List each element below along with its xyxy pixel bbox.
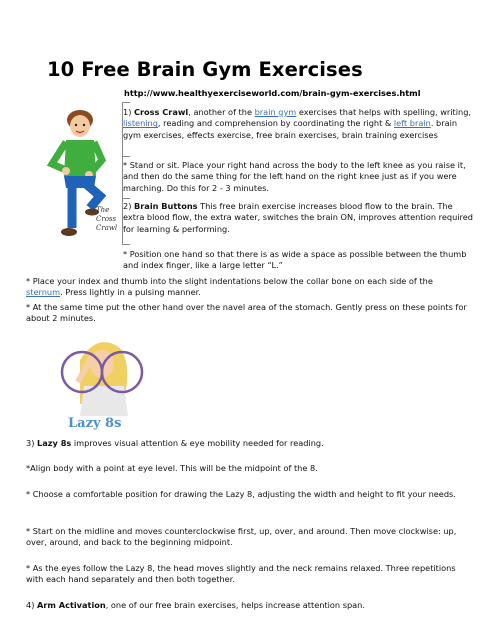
source-url: http://www.healthyexerciseworld.com/brain-gym-exercises.html: [124, 88, 421, 98]
divider: [122, 198, 130, 199]
paragraph-brain-buttons-step2: * Place your index and thumb into the slight indentations below the collar bone on each side of the sternum. Press lightly in a pulsing manner.: [26, 276, 433, 298]
cross-crawl-caption-1: The: [96, 206, 110, 214]
paragraph-brain-buttons-step3: * At the same time put the other hand over the navel area of the stomach. Gently press on these points for about 2 minutes.: [26, 302, 467, 324]
paragraph-lazy-8-step1: *Align body with a point at eye level. This will be the midpoint of the 8.: [26, 463, 318, 473]
cross-crawl-caption-3: Crawl: [96, 224, 118, 232]
paragraph-lazy-8-step4: * As the eyes follow the Lazy 8, the head moves slightly and the neck remains relaxed. Three repetitions with each hand separately and then both together.: [26, 563, 456, 585]
paragraph-lazy-8: 3) Lazy 8s improves visual attention & eye mobility needed for reading.: [26, 438, 324, 448]
page-title: 10 Free Brain Gym Exercises: [47, 58, 363, 81]
link-sternum[interactable]: sternum: [26, 287, 61, 298]
paragraph-brain-buttons-step1: * Position one hand so that there is as wide a space as possible between the thumb and index finger, like a large letter “L.”: [123, 249, 467, 271]
cross-crawl-caption-2: Cross: [96, 215, 117, 223]
divider: [122, 156, 130, 157]
paragraph-cross-crawl-steps: * Stand or sit. Place your right hand across the body to the left knee as you raise it, and then do the same thing for the left hand on the right knee just as if you were marching. Do this for 2 - 3 minutes.: [123, 160, 466, 193]
paragraph-arm-activation: 4) Arm Activation, one of our free brain exercises, helps increase attention span.: [26, 600, 365, 610]
divider: [122, 244, 130, 245]
cross-crawl-illustration: [42, 104, 122, 244]
lazy-8-illustration: [58, 330, 158, 432]
paragraph-lazy-8-step3: * Start on the midline and moves counterclockwise first, up, over, and around. Then move clockwise: up, over, around, and back to the beginning midpoint.: [26, 526, 457, 548]
paragraph-lazy-8-step2: * Choose a comfortable position for drawing the Lazy 8, adjusting the width and height to fit your needs.: [26, 489, 456, 499]
lazy-8-caption: Lazy 8s: [68, 416, 122, 431]
paragraph-cross-crawl: 1) Cross Crawl, another of the brain gym exercises that helps with spelling, writing, listening, reading and comprehension by coordinating the right & left brain. brain gym exercises, effects exercise, free brain exercises, brain training exercises: [123, 107, 472, 140]
link-listening[interactable]: listening: [123, 118, 158, 129]
paragraph-brain-buttons: 2) Brain Buttons This free brain exercise increases blood flow to the brain. The extra blood flow, the extra water, switches the brain ON, improves attention required for learning & performing.: [123, 201, 473, 234]
link-brain-gym[interactable]: brain gym: [254, 107, 297, 117]
link-left-brain[interactable]: left brain: [393, 118, 431, 129]
divider: [122, 102, 130, 103]
